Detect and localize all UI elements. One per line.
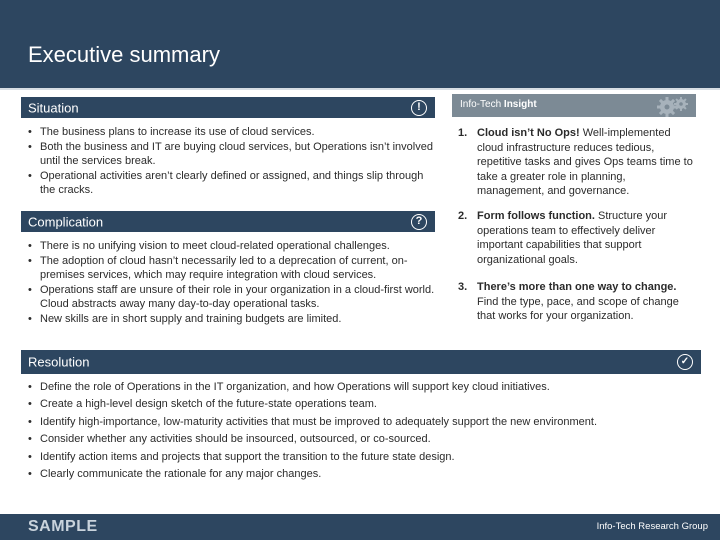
- list-item: • Operations staff are unsure of their role in your organization in a cloud-first world. Cloud abstracts away many day-to-day operational tasks.: [26, 283, 436, 312]
- situation-list: [26, 125, 434, 198]
- complication-list: [26, 239, 436, 326]
- insight-lead: Form follows function.: [477, 210, 595, 222]
- list-item: • Clearly communicate the rationale for any major changes.: [26, 466, 698, 483]
- question-icon: ?: [411, 214, 427, 230]
- insight-text: Well-implemented cloud infrastructure reduces tedious, repetitive tasks and gives Ops teams time to take a greater role in planning, management, and governance.: [477, 127, 693, 197]
- insight-item: [458, 209, 694, 267]
- insight-logo-suffix: Insight: [503, 99, 537, 110]
- sample-watermark: SAMPLE: [28, 518, 98, 535]
- insight-text: Structure your operations team to effectively deliver important capabilities that support organizational goals.: [477, 210, 668, 266]
- slide-header: [0, 0, 720, 88]
- resolution-bar: [21, 350, 701, 374]
- insight-item: [458, 126, 694, 199]
- list-item: • The adoption of cloud hasn’t necessarily led to a deprecation of current, on-premises services, which may require integration with cloud services.: [26, 254, 436, 283]
- check-circle-icon: ✓: [677, 354, 693, 370]
- list-item: • Both the business and IT are buying cloud services, but Operations isn’t involved until the services break.: [26, 140, 434, 169]
- list-item: • New skills are in short supply and training budgets are limited.: [26, 312, 436, 327]
- gears-icon: [656, 95, 690, 117]
- insight-number: 2.: [458, 210, 468, 222]
- footer-brand: Info-Tech Research Group: [596, 521, 708, 532]
- info-icon: !: [411, 100, 427, 116]
- insight-lead: There’s more than one way to change.: [477, 281, 677, 293]
- resolution-list: [26, 379, 698, 483]
- resolution-title: Resolution: [28, 354, 90, 370]
- list-item: • Define the role of Operations in the IT organization, and how Operations will support key cloud initiatives.: [26, 379, 698, 396]
- list-item: • Consider whether any activities should be insourced, outsourced, or co-sourced.: [26, 431, 698, 448]
- insight-text: Find the type, pace, and scope of change that works for your organization.: [477, 295, 679, 322]
- page-title: Executive summary: [28, 42, 220, 67]
- insight-list: [458, 209, 694, 267]
- situation-title: Situation: [28, 100, 79, 115]
- insight-logo: [460, 99, 537, 110]
- list-item: • Identify action items and projects that support the transition to the future state design.: [26, 449, 698, 466]
- insight-lead: Cloud isn’t No Ops!: [477, 127, 580, 139]
- list-item: • There is no unifying vision to meet cloud-related operational challenges.: [26, 239, 436, 254]
- list-item: • Identify high-importance, low-maturity activities that must be improved to adequately support the new environment.: [26, 414, 698, 431]
- insight-number: 3.: [458, 281, 468, 293]
- insight-logo-prefix: Info-Tech: [460, 99, 502, 110]
- list-item: • Operational activities aren’t clearly defined or assigned, and things slip through the cracks.: [26, 169, 434, 198]
- complication-title: Complication: [28, 214, 104, 229]
- list-item: • The business plans to increase its use of cloud services.: [26, 125, 434, 140]
- complication-bar: [21, 211, 435, 232]
- insight-bar: [452, 94, 696, 117]
- insight-list: [458, 126, 694, 199]
- slide-footer: [0, 514, 720, 540]
- list-item: • Create a high-level design sketch of the future-state operations team.: [26, 396, 698, 413]
- insight-list: [458, 280, 694, 324]
- situation-bar: [21, 97, 435, 118]
- insight-item: [458, 280, 694, 324]
- insight-number: 1.: [458, 127, 468, 139]
- header-divider: [0, 88, 720, 90]
